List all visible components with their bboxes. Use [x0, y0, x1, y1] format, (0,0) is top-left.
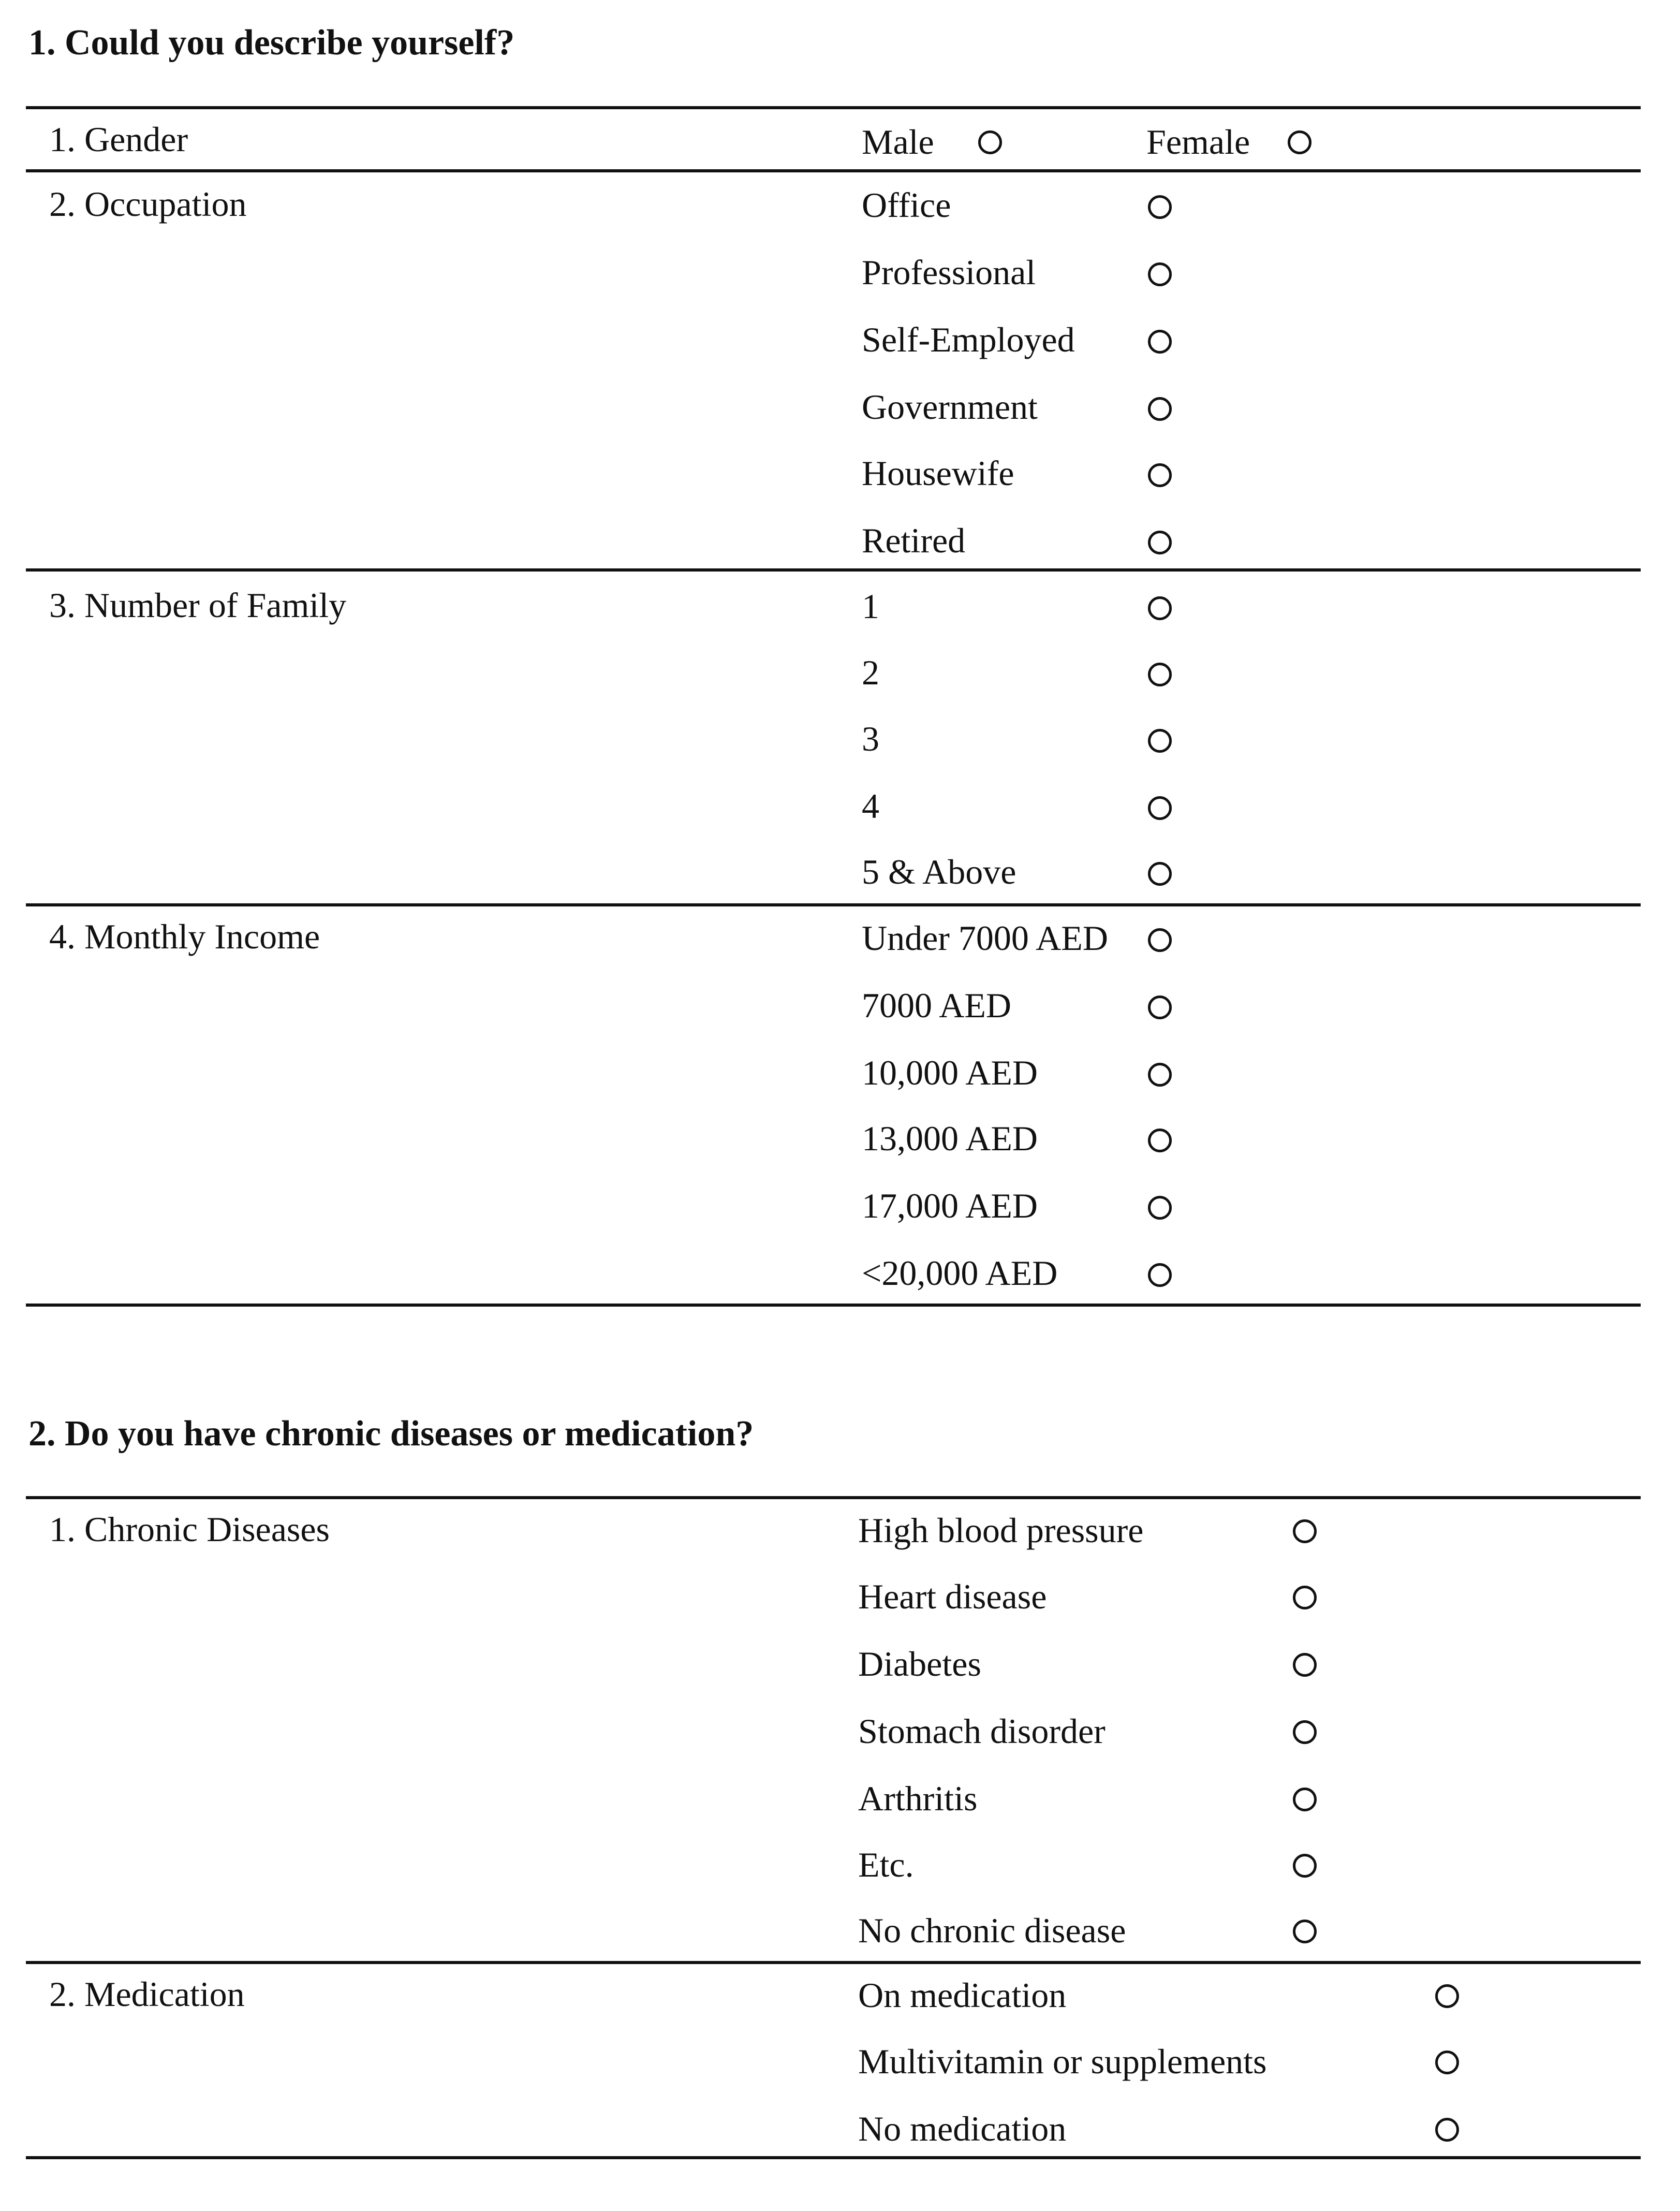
occupation-option-government: Government	[862, 387, 1038, 427]
row-divider	[26, 903, 1641, 906]
gender-label: 1. Gender	[49, 120, 188, 159]
income-option-under-7000: Under 7000 AED	[862, 918, 1108, 958]
chronic-option-diabetes: Diabetes	[858, 1644, 981, 1683]
occupation-professional-radio[interactable]	[1148, 262, 1172, 286]
family-option-3: 3	[862, 719, 879, 758]
chronic-high-blood-pressure-radio[interactable]	[1293, 1519, 1317, 1543]
occupation-retired-radio[interactable]	[1148, 531, 1172, 554]
family-2-radio[interactable]	[1148, 663, 1172, 686]
medication-none-radio[interactable]	[1435, 2118, 1459, 2142]
gender-female-radio[interactable]	[1288, 130, 1311, 154]
occupation-government-radio[interactable]	[1148, 397, 1172, 421]
chronic-option-heart-disease: Heart disease	[858, 1577, 1047, 1616]
chronic-heart-disease-radio[interactable]	[1293, 1586, 1317, 1609]
row-divider	[26, 1961, 1641, 1964]
occupation-self-employed-radio[interactable]	[1148, 330, 1172, 354]
row-divider	[26, 169, 1641, 172]
chronic-stomach-disorder-radio[interactable]	[1293, 1720, 1317, 1744]
income-option-7000: 7000 AED	[862, 986, 1011, 1025]
section-2-heading: 2. Do you have chronic diseases or medication?	[28, 1414, 754, 1454]
chronic-diabetes-radio[interactable]	[1293, 1653, 1317, 1677]
medication-option-on: On medication	[858, 1975, 1067, 2015]
income-10000-radio[interactable]	[1148, 1063, 1172, 1087]
family-5-above-radio[interactable]	[1148, 862, 1172, 886]
occupation-housewife-radio[interactable]	[1148, 463, 1172, 487]
income-under-7000-radio[interactable]	[1148, 928, 1172, 952]
family-3-radio[interactable]	[1148, 729, 1172, 753]
income-20000-radio[interactable]	[1148, 1263, 1172, 1287]
chronic-label: 1. Chronic Diseases	[49, 1510, 330, 1549]
table-bottom-rule	[26, 1304, 1641, 1307]
row-divider	[26, 568, 1641, 572]
chronic-etc-radio[interactable]	[1293, 1854, 1317, 1878]
gender-male-radio[interactable]	[978, 130, 1002, 154]
income-option-10000: 10,000 AED	[862, 1053, 1038, 1092]
section-1-heading: 1. Could you describe yourself?	[28, 23, 515, 63]
chronic-option-arthritis: Arthritis	[858, 1779, 978, 1818]
occupation-label: 2. Occupation	[49, 184, 247, 224]
occupation-option-professional: Professional	[862, 253, 1036, 292]
income-option-20000: <20,000 AED	[862, 1253, 1058, 1293]
family-label: 3. Number of Family	[49, 585, 347, 625]
occupation-option-office: Office	[862, 185, 951, 225]
income-17000-radio[interactable]	[1148, 1196, 1172, 1220]
chronic-option-high-blood-pressure: High blood pressure	[858, 1511, 1144, 1550]
medication-option-multivitamin: Multivitamin or supplements	[858, 2042, 1267, 2081]
chronic-option-etc: Etc.	[858, 1845, 914, 1884]
occupation-option-housewife: Housewife	[862, 453, 1014, 493]
family-option-5-above: 5 & Above	[862, 852, 1016, 891]
table-bottom-rule	[26, 2156, 1641, 2159]
income-label: 4. Monthly Income	[49, 917, 320, 956]
chronic-none-radio[interactable]	[1293, 1920, 1317, 1943]
medication-label: 2. Medication	[49, 1974, 245, 2014]
table-top-rule	[26, 1496, 1641, 1499]
gender-option-male: Male	[862, 122, 934, 162]
family-1-radio[interactable]	[1148, 596, 1172, 620]
family-option-1: 1	[862, 587, 879, 626]
chronic-option-stomach-disorder: Stomach disorder	[858, 1711, 1106, 1751]
occupation-option-self-employed: Self-Employed	[862, 320, 1075, 359]
chronic-arthritis-radio[interactable]	[1293, 1788, 1317, 1811]
chronic-option-none: No chronic disease	[858, 1911, 1126, 1950]
family-option-2: 2	[862, 653, 879, 692]
gender-option-female: Female	[1146, 122, 1250, 162]
medication-option-none: No medication	[858, 2109, 1067, 2148]
family-option-4: 4	[862, 786, 879, 826]
occupation-office-radio[interactable]	[1148, 195, 1172, 219]
occupation-option-retired: Retired	[862, 521, 966, 560]
table-top-rule	[26, 106, 1641, 109]
income-option-13000: 13,000 AED	[862, 1119, 1038, 1158]
income-option-17000: 17,000 AED	[862, 1186, 1038, 1225]
medication-multivitamin-radio[interactable]	[1435, 2051, 1459, 2074]
family-4-radio[interactable]	[1148, 796, 1172, 820]
medication-on-radio[interactable]	[1435, 1984, 1459, 2008]
income-7000-radio[interactable]	[1148, 995, 1172, 1019]
income-13000-radio[interactable]	[1148, 1129, 1172, 1152]
